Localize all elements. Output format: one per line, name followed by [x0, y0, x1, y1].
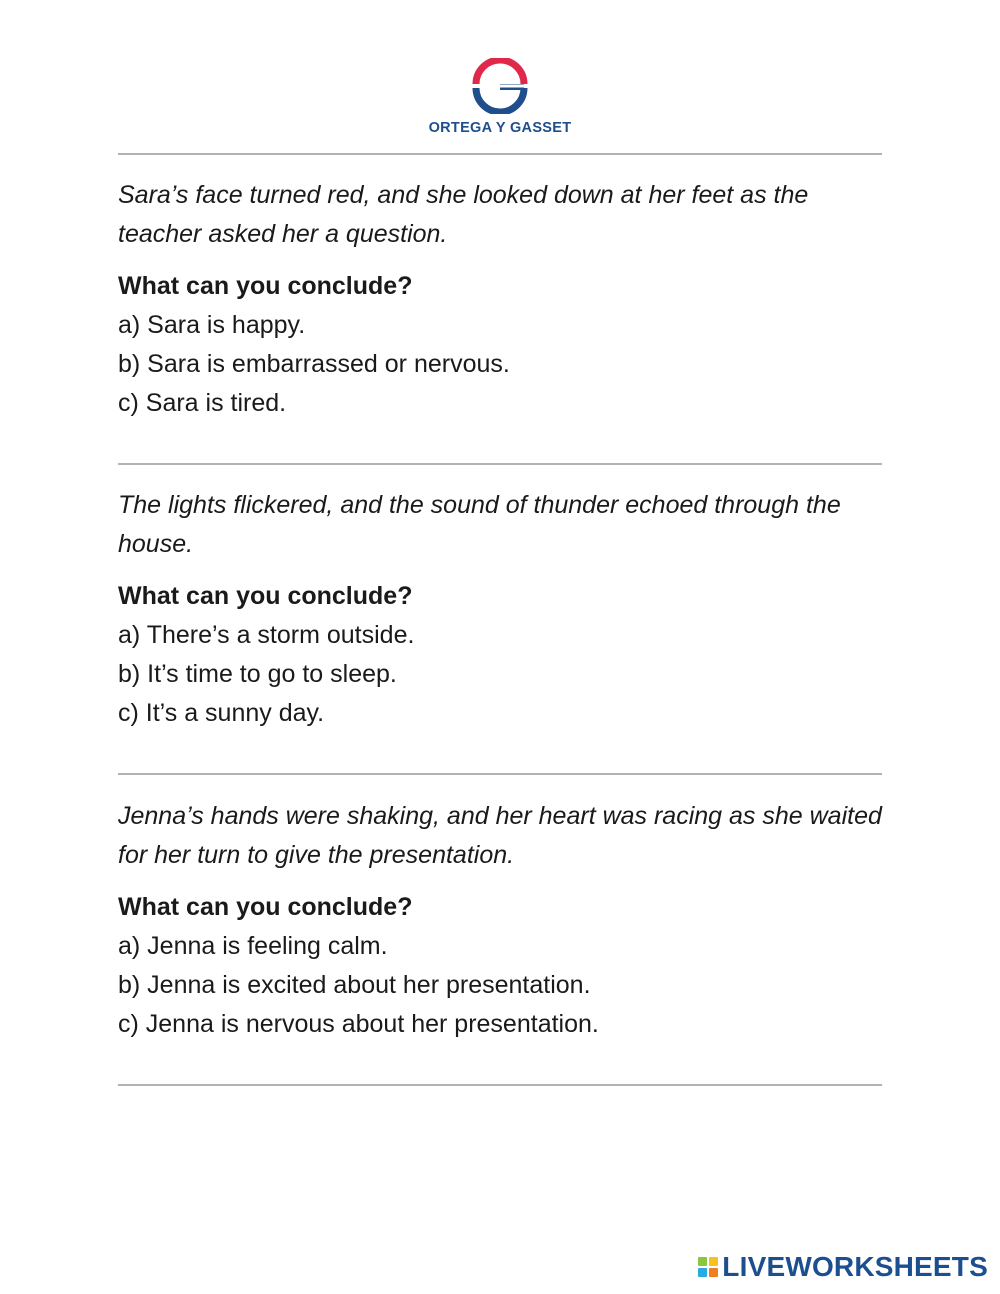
- question-prompt: What can you conclude?: [118, 272, 413, 300]
- answer-option[interactable]: b) Jenna is excited about her presentation.: [118, 971, 591, 999]
- liveworksheets-grid-icon: [698, 1257, 718, 1277]
- question-prompt: What can you conclude?: [118, 893, 413, 921]
- scenario-text: Jenna’s hands were shaking, and her heart was racing as she waited for her turn to give the presentation.: [118, 802, 882, 869]
- liveworksheets-logo: [698, 1251, 988, 1283]
- question-1: [118, 176, 882, 423]
- question-2: [118, 486, 882, 733]
- answer-option[interactable]: a) Sara is happy.: [118, 311, 306, 339]
- answer-option[interactable]: b) It’s time to go to sleep.: [118, 660, 397, 688]
- answer-option[interactable]: c) Jenna is nervous about her presentation.: [118, 1010, 599, 1038]
- ortega-y-gasset-emblem-icon: [472, 58, 528, 114]
- scenario-text: Sara’s face turned red, and she looked down at her feet as the teacher asked her a question.: [118, 181, 809, 248]
- answer-option[interactable]: b) Sara is embarrassed or nervous.: [118, 350, 510, 378]
- answer-option[interactable]: a) There’s a storm outside.: [118, 621, 415, 649]
- divider: [118, 153, 882, 155]
- liveworksheets-brand: LIVEWORKSHEETS: [722, 1251, 988, 1282]
- scenario-text: The lights flickered, and the sound of thunder echoed through the house.: [118, 491, 841, 558]
- logo-text: ORTEGA Y GASSET: [428, 120, 572, 136]
- divider: [118, 1084, 882, 1086]
- question-3: [118, 797, 882, 1044]
- question-prompt: What can you conclude?: [118, 582, 413, 610]
- answer-option[interactable]: c) It’s a sunny day.: [118, 699, 325, 727]
- divider: [118, 463, 882, 465]
- divider: [118, 773, 882, 775]
- answer-option[interactable]: c) Sara is tired.: [118, 389, 287, 417]
- answer-options: [118, 927, 882, 1044]
- answer-option[interactable]: a) Jenna is feeling calm.: [118, 932, 388, 960]
- answer-options: [118, 616, 882, 733]
- answer-options: [118, 306, 882, 423]
- school-logo: [0, 58, 1000, 136]
